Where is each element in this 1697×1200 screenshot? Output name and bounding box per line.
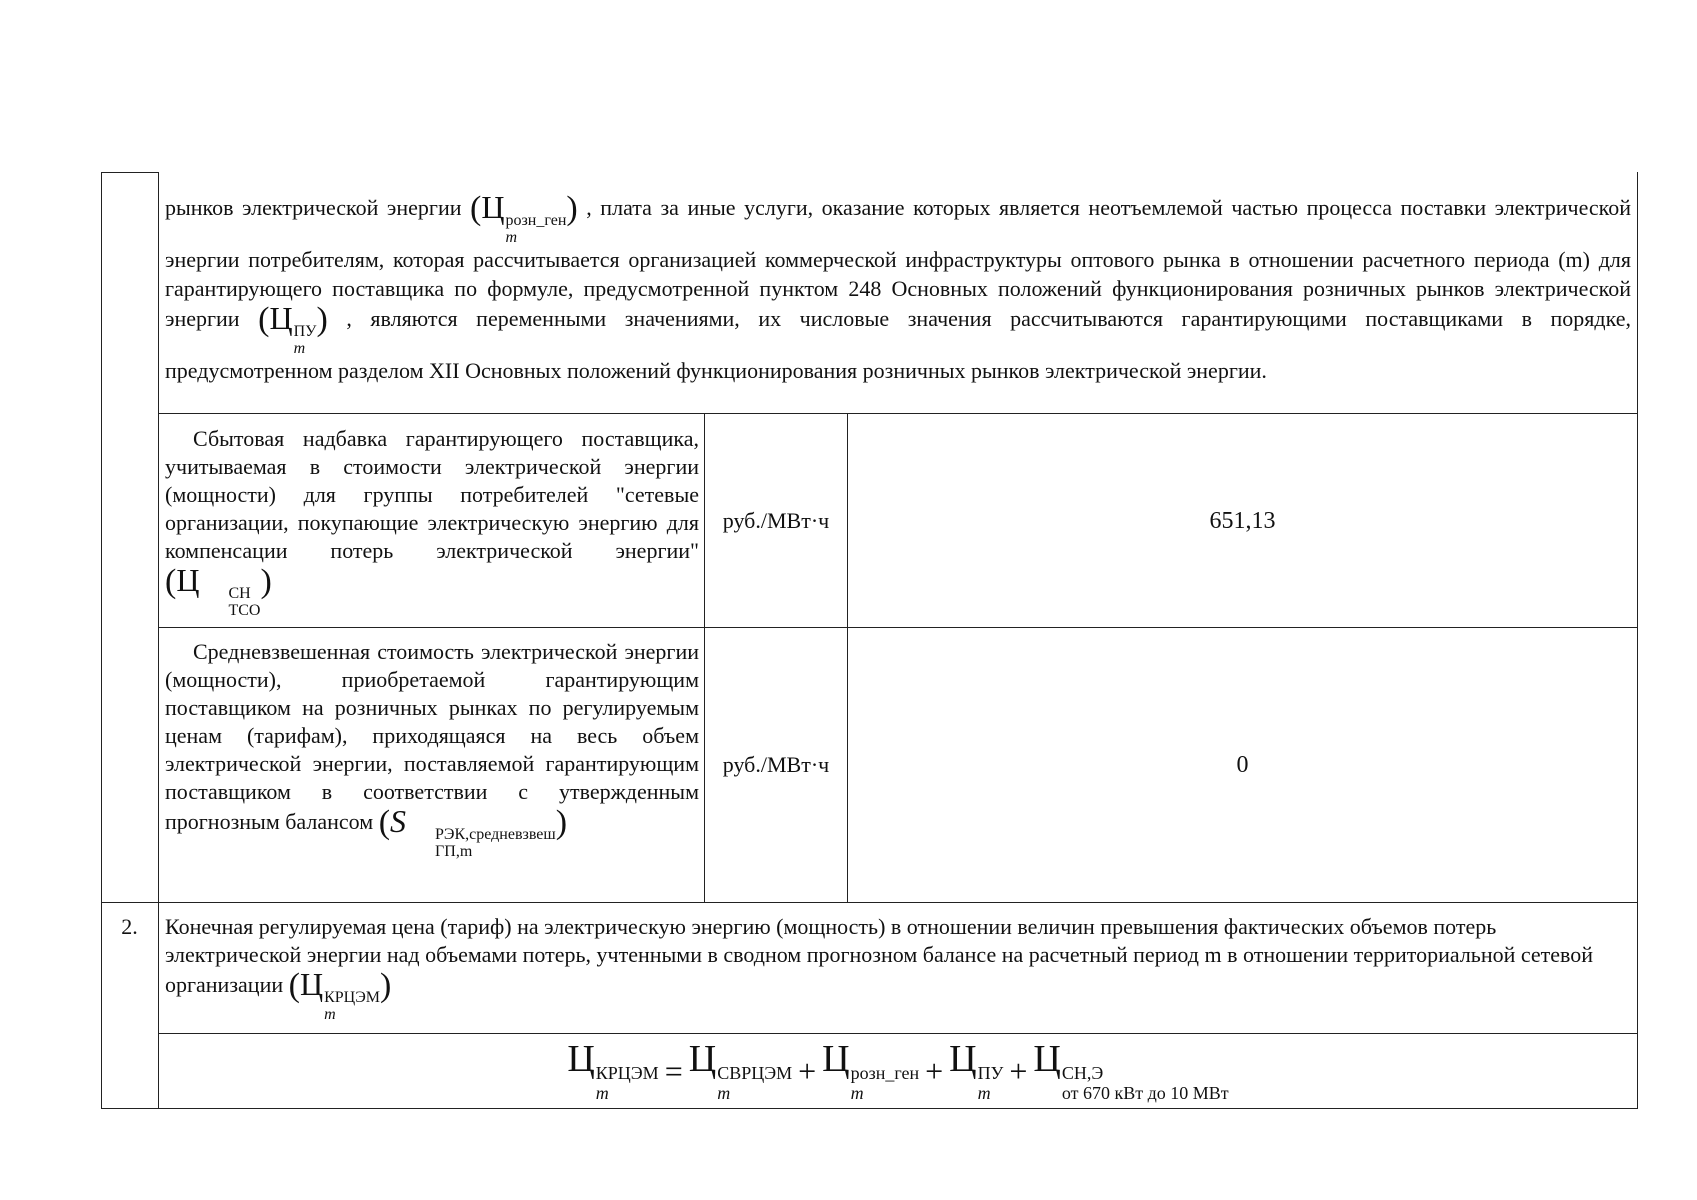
equals-sign: = [664,1053,683,1089]
sales-markup-value: 651,13 [1209,507,1276,534]
plus-sign: + [1009,1053,1028,1089]
plus-sign: + [798,1053,817,1089]
equation-term-rozn-gen: Ц розн_ген m [822,1037,920,1103]
final-price-formula: (Ц КРЦЭМ m ) [288,966,392,1023]
continuation-paragraph [165,189,1632,386]
tariff-table [101,172,1638,1109]
equation-term-pu: Ц ПУ m [949,1037,1004,1103]
weighted-cost-text: Средневзвешенная стоимость электрической энергии (мощности), приобретаемой гарантирующим поставщиком на розничных рынках по регулируемым ценам (тарифам), приходящаяся на весь объем электрической энергии, поставляемой гарантирующим поставщиком в соответствии с утвержденным прогнозным балансом [165,639,699,834]
weighted-cost-value: 0 [1236,752,1249,778]
paragraph-part-2: , плата за иные услуги, оказание которых является неотъемлемой частью процесса поставки электрической энергии потребителям, которая рассчитывается организацией коммерческой инфраструктуры оптового рынка в отношении расчетного периода (m) для гарантирующего поставщика по формуле, предусмотренной пунктом 248 Основных положений функционирования розничных рынков электрической энергии [165,195,1631,331]
paragraph-part-1: рынков электрической энергии [165,195,462,220]
weighted-cost-unit: руб./МВт·ч [722,752,830,777]
row-divider [101,172,158,173]
equation-term-svrcem: Ц СВРЦЭМ m [688,1037,793,1103]
equation-term-sn-e: Ц СН,Э от 670 кВт до 10 МВт [1033,1037,1229,1103]
plus-sign: + [925,1053,944,1089]
row-divider [101,902,1638,903]
final-price-equation [159,1034,1637,1108]
column-divider [158,172,159,1109]
sales-markup-formula: (Ц СН ТСО ) [165,562,272,619]
row-divider [101,1108,1638,1109]
paragraph-part-3: , являются переменными значениями, их числовые значения рассчитываются гарантирующими поставщиками в порядке, предусмотренном разделом XII Основных положений функционирования розничных рынков электрической энергии. [165,306,1632,383]
weighted-cost-description [165,638,699,860]
item-number: 2. [121,914,138,939]
equation-lhs: Ц КРЦЭМ m [567,1037,659,1103]
price-rozn-gen-formula: (Ц розн_ген m ) [470,189,578,246]
sales-markup-text: Сбытовая надбавка гарантирующего поставщика, учитываемая в стоимости электрической энергии (мощности) для группы потребителей "сетевые организации, покупающие электрическую энергию для компенсации потерь электрической энергии" [165,426,699,563]
sales-markup-unit: руб./МВт·ч [722,507,830,533]
final-price-description [165,913,1631,1023]
weighted-cost-formula: (S РЭК,средневзвеш ГП,m ) [378,803,568,860]
price-pu-formula: (Ц ПУ m ) [258,300,328,357]
column-divider [101,172,102,1109]
sales-markup-description [165,425,699,619]
final-price-text: Конечная регулируемая цена (тариф) на электрическую энергию (мощность) в отношении величин превышения фактических объемов потерь электрической энергии над объемами потерь, учтенными в сводном прогнозном балансе на расчетный период m в отношении территориальной сетевой организации [165,914,1594,997]
column-divider [1637,172,1638,1109]
